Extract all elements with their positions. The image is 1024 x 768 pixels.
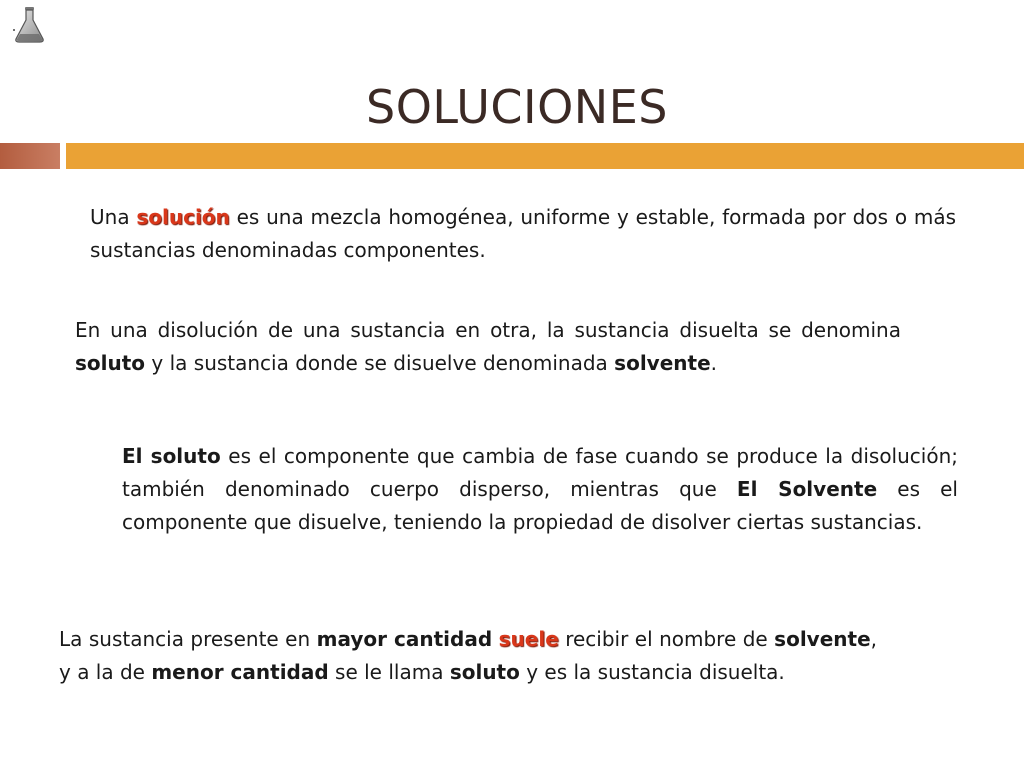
bold-soluto: soluto — [449, 660, 520, 684]
flask-icon — [10, 4, 50, 44]
bold-soluto: soluto — [75, 351, 146, 375]
highlight-suele: suele — [498, 627, 559, 651]
bold-mayor-cantidad: mayor cantidad — [316, 627, 493, 651]
text-segment: Una — [90, 205, 137, 229]
paragraph-soluto-solvente — [75, 314, 901, 380]
text-segment: es una mezcla homogénea, uniforme y estable, formada por dos o más sustancias denominadas componentes. — [90, 205, 956, 262]
bold-solvente: solvente — [614, 351, 711, 375]
text-segment: es el componente que cambia de fase cuando se produce la disolución; también denominado cuerpo disperso, mientras que — [122, 444, 958, 501]
highlight-solucion: solución — [136, 205, 230, 229]
text-segment: es el componente que disuelve, teniendo la propiedad de disolver ciertas sustancias. — [122, 477, 958, 534]
text-segment: y la sustancia donde se disuelve denominada — [145, 351, 615, 375]
text-segment: , y a la de — [59, 627, 877, 684]
slide-title: SOLUCIONES — [366, 80, 668, 134]
bold-solvente: solvente — [774, 627, 871, 651]
bold-menor-cantidad: menor cantidad — [151, 660, 329, 684]
paragraph-definition — [90, 201, 956, 267]
title-bar-left — [0, 143, 60, 169]
text-segment: La sustancia presente en — [59, 627, 317, 651]
text-segment: recibir el nombre de — [558, 627, 775, 651]
text-segment: y es la sustancia disuelta. — [519, 660, 785, 684]
paragraph-components — [122, 440, 958, 539]
text-segment: . — [710, 351, 717, 375]
text-segment: se le llama — [328, 660, 450, 684]
bold-el-solvente: El Solvente — [736, 477, 878, 501]
title-bar-right — [66, 143, 1024, 169]
bold-el-soluto: El soluto — [122, 444, 221, 468]
paragraph-quantity — [59, 623, 877, 689]
text-segment: En una disolución de una sustancia en otra, la sustancia disuelta se denomina — [75, 318, 901, 342]
